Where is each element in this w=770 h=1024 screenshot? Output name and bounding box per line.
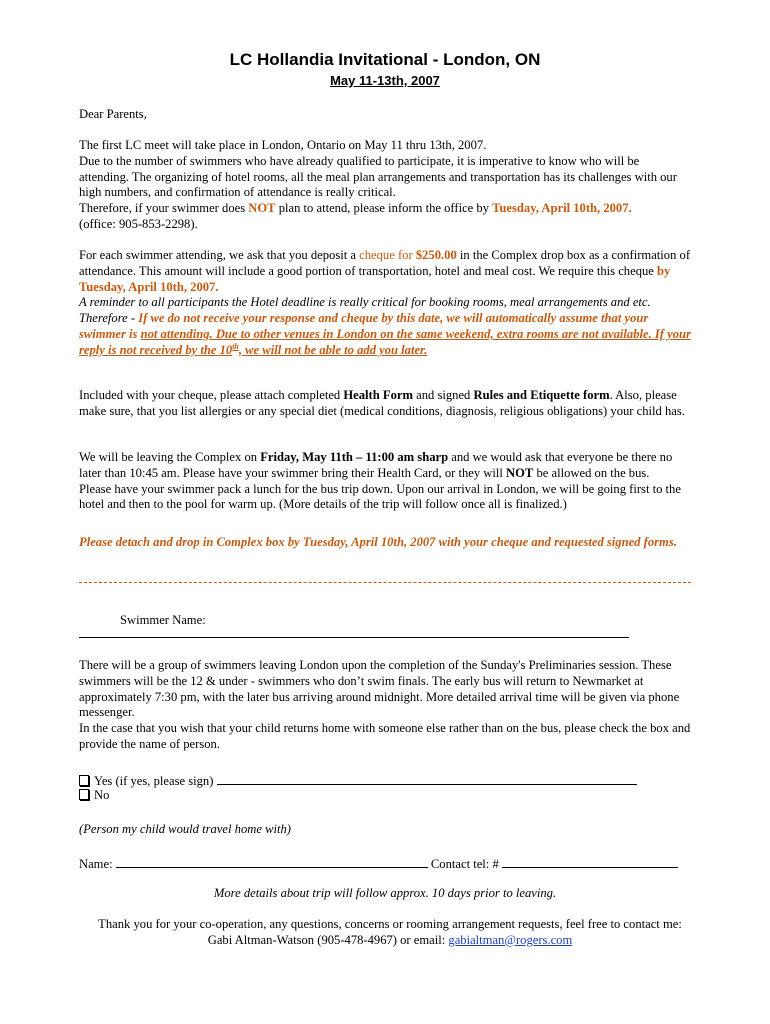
closing (60, 917, 720, 949)
salutation: Dear Parents, (79, 107, 147, 121)
qualification-text: Due to the number of swimmers who have already qualified to participate, it is imperative to know who will be attending. The organizing of hotel rooms, all the meal plan arrangements and transportation has its challenges with our high numbers, and confirmation of attendance is really critical. (79, 153, 677, 200)
reminder-text: A reminder to all participants the Hotel deadline is really critical for booking rooms, meal arrangements and etc. Therefore - (79, 295, 651, 326)
contact-field[interactable] (502, 855, 678, 868)
no-label: No (94, 788, 110, 802)
forms-text-2: and signed (412, 388, 474, 402)
meet-date-line: The first LC meet will take place in London, Ontario on May 11 thru 13th, 2007. (79, 138, 487, 152)
email-link[interactable]: gabialtman@rogers.com (448, 932, 573, 947)
rules-form: Rules and Etiquette form (473, 388, 610, 402)
cheque-label: cheque for (359, 248, 416, 262)
not-emphasis: NOT (248, 201, 276, 216)
deadline-date: Tuesday, April 10th, 2007. (492, 201, 632, 216)
no-option (79, 788, 691, 804)
forms-text-3: . Also, please make sure, that you list allergies or any special diet (medical conditions, diagnosis, religious obligations) your child has. (79, 388, 685, 418)
paragraph-meet-info (79, 138, 691, 233)
thanks-text: Thank you for your co-operation, any questions, concerns or rooming arrangement requests, feel free to contact me: (98, 917, 682, 931)
paragraph-return (79, 658, 691, 753)
forms-text: Included with your cheque, please attach completed (79, 388, 344, 402)
contact-label: Contact tel: # (430, 857, 499, 871)
lunch-text: Please have your swimmer pack a lunch for the bus trip down. Upon our arrival in London, we will be going first to the hotel and then to the pool for warm up. (More details of the trip will follow once all is finalized.) (79, 481, 681, 512)
warning-part-1: If we do not receive your response and cheque by this date, we will automatically assume that your swimmer is (79, 311, 649, 341)
departure-text: We will be leaving the Complex on (79, 450, 261, 464)
not-allowed: NOT (506, 465, 534, 480)
departure-text-3: be allowed on the bus. (533, 465, 650, 480)
ordinal-suffix: th (232, 341, 239, 351)
departure-time: Friday, May 11th – 11:00 am sharp (260, 450, 449, 464)
page-title: LC Hollandia Invitational - London, ON (229, 50, 541, 69)
no-checkbox[interactable] (79, 789, 89, 800)
yes-checkbox[interactable] (79, 775, 89, 786)
return-info: There will be a group of swimmers leaving London upon the completion of the Sunday's Preliminaries session. These swimmers will be the 12 & under - swimmers who don’t swim finals. The early bus will return to Newmarket at approximately 7:30 pm, with the later bus arriving around midnight. More detailed arrival time will be given via phone messenger. (79, 658, 680, 720)
cheque-amount: $250.00 (415, 248, 457, 262)
more-details-note: More details about trip will follow approx. 10 days prior to leaving. (213, 886, 557, 900)
departure-text-2: and we would ask that everyone be there no later than 10:45 am. Please have your swimmer bring their Health Card, or they will (79, 450, 673, 480)
office-phone: (office: 905-853-2298). (79, 216, 198, 231)
page-subtitle: May 11-13th, 2007 (330, 73, 440, 88)
paragraph-departure (79, 450, 691, 513)
warning-part-2: Due to other venues in London on the same weekend, extra rooms are not available. If your reply is not received by the 10 (79, 326, 691, 357)
contact-person: Gabi Altman-Watson (905-478-4967) or email: (207, 932, 449, 947)
swimmer-name-field[interactable] (79, 637, 629, 638)
inform-text-2: plan to attend, please inform the office by (275, 201, 493, 216)
deposit-text-2: in the Complex drop box as a confirmation of attendance. This amount will include a good portion of transportation, hotel and meal cost. We require this cheque (79, 248, 691, 278)
inform-text: Therefore, if your swimmer does (79, 201, 249, 216)
name-field[interactable] (116, 855, 428, 868)
name-contact-row (79, 855, 691, 873)
paragraph-deposit (79, 248, 691, 359)
detach-divider (79, 582, 691, 583)
deposit-text: For each swimmer attending, we ask that you deposit a (79, 248, 360, 262)
swimmer-name-label: Swimmer Name: (120, 613, 206, 627)
cheque-deadline: by Tuesday, April 10th, 2007. (79, 263, 671, 294)
health-form: Health Form (343, 388, 413, 402)
not-attending: not attending. (140, 326, 213, 341)
person-note: (Person my child would travel home with) (79, 822, 291, 836)
yes-signature-field[interactable] (217, 772, 637, 785)
detach-instructions: Please detach and drop in Complex box by Tuesday, April 10th, 2007 with your cheque and requested signed forms. (79, 535, 677, 549)
warning-part-3: , we will not be able to add you later. (238, 342, 428, 357)
yes-label: Yes (if yes, please sign) (94, 774, 214, 788)
warning-text (79, 311, 691, 357)
return-alternative: In the case that you wish that your child returns home with someone else rather than on the bus, please check the box and provide the name of person. (79, 721, 691, 751)
name-label: Name: (79, 857, 113, 871)
paragraph-forms (79, 388, 691, 420)
